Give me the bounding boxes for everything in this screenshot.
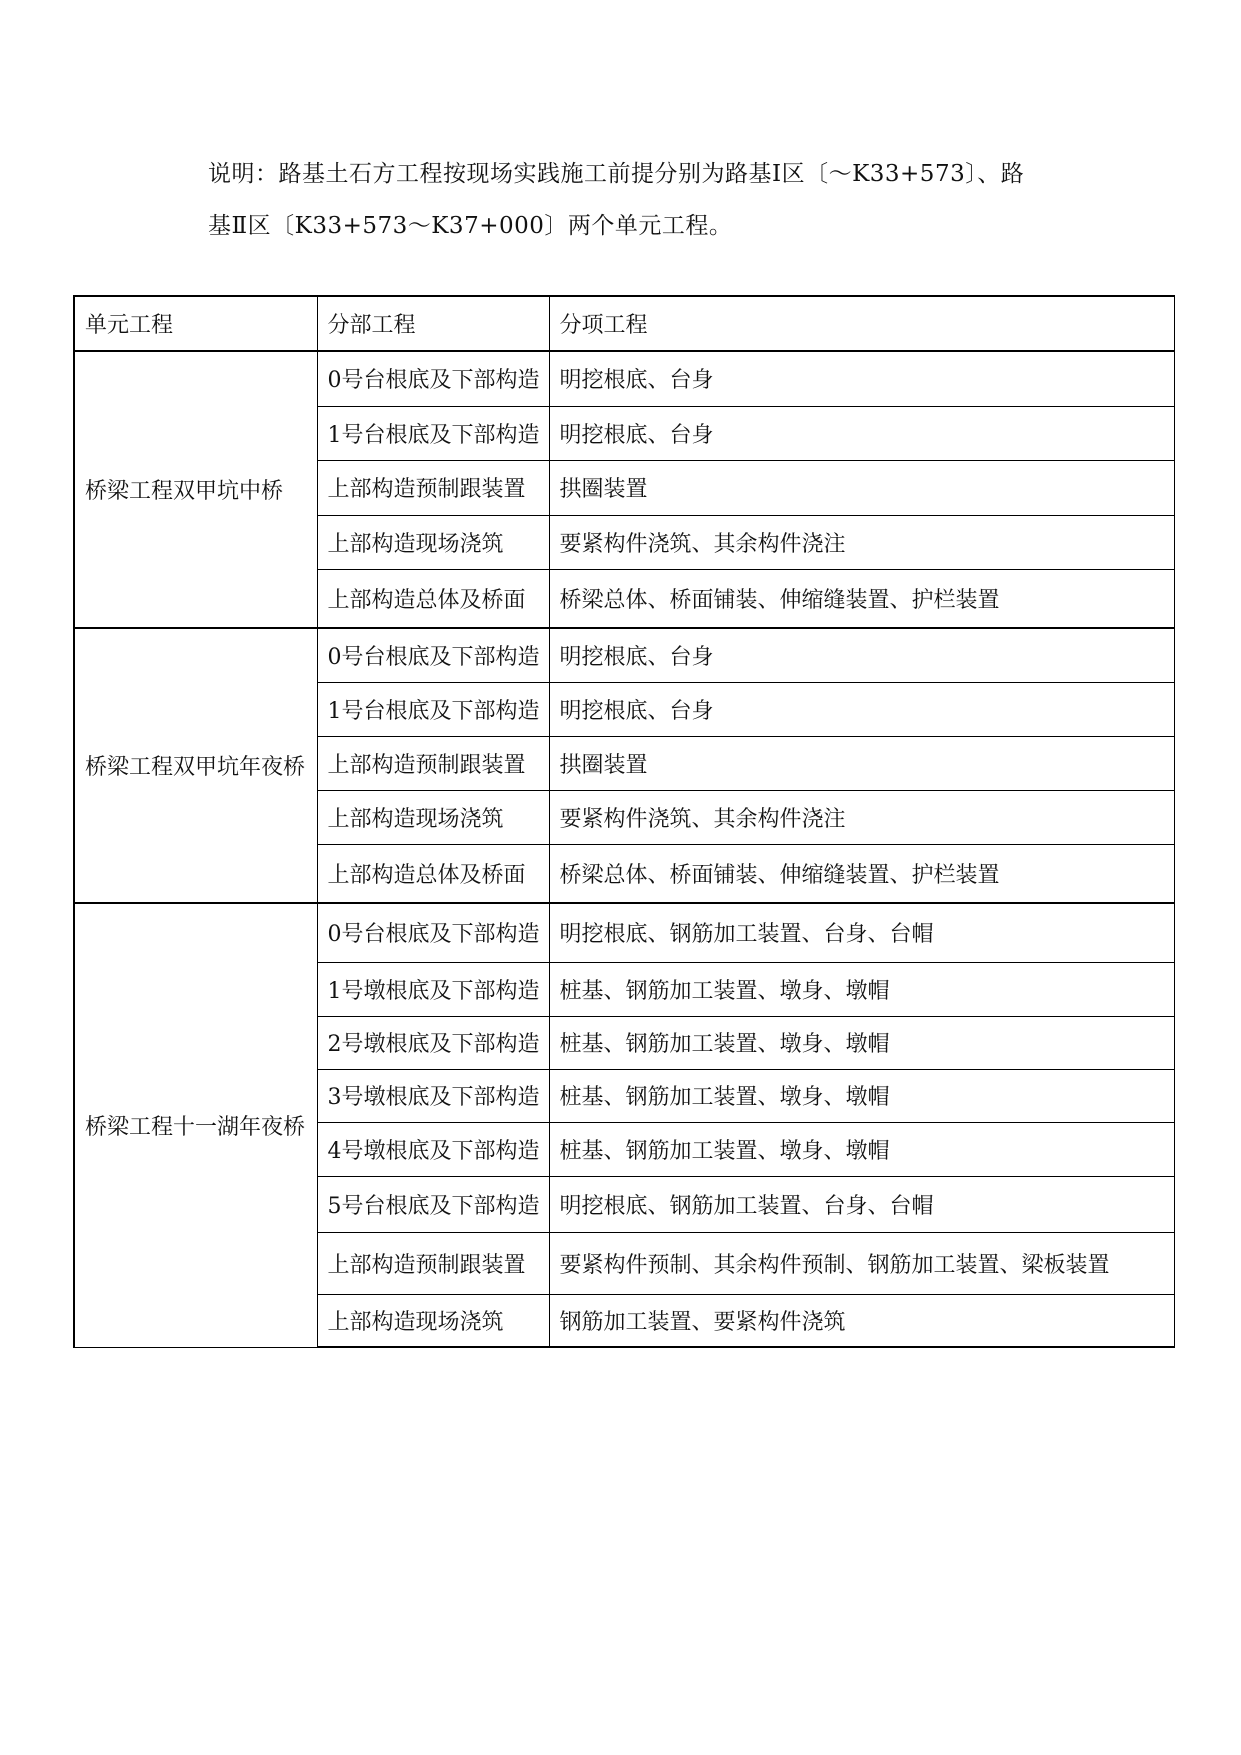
table-row [74, 628, 1174, 682]
note-line-1: 说明：路基土石方工程按现场实践施工前提分别为路基Ⅰ区〔～K33+573〕、路 [208, 161, 1025, 187]
header-unit-project: 单元工程 [74, 296, 317, 351]
item-project-cell: 桥梁总体、桥面铺装、伸缩缝装置、护栏装置 [549, 844, 1174, 903]
item-project-cell: 桩基、钢筋加工装置、墩身、墩帽 [549, 1069, 1174, 1122]
item-project-cell: 明挖根底、钢筋加工装置、台身、台帽 [549, 1176, 1174, 1232]
header-item-project: 分项工程 [549, 296, 1174, 351]
item-project-cell: 要紧构件浇筑、其余构件浇注 [549, 790, 1174, 844]
division-project-cell: 1号台根底及下部构造 [317, 406, 549, 460]
item-project-cell: 要紧构件预制、其余构件预制、钢筋加工装置、梁板装置 [549, 1232, 1174, 1294]
note-line-2: 基Ⅱ区〔K33+573～K37+000〕两个单元工程。 [208, 213, 733, 239]
table-container [73, 295, 1241, 1348]
division-project-cell: 上部构造总体及桥面 [317, 844, 549, 903]
division-project-cell: 上部构造现场浇筑 [317, 515, 549, 569]
division-project-cell: 上部构造预制跟装置 [317, 736, 549, 790]
unit-project-cell: 桥梁工程双甲坑年夜桥 [74, 628, 317, 903]
item-project-cell: 明挖根底、钢筋加工装置、台身、台帽 [549, 903, 1174, 962]
division-project-cell: 上部构造预制跟装置 [317, 460, 549, 515]
division-project-cell: 5号台根底及下部构造 [317, 1176, 549, 1232]
division-project-cell: 上部构造预制跟装置 [317, 1232, 549, 1294]
work-breakdown-table [73, 295, 1175, 1348]
division-project-cell: 1号墩根底及下部构造 [317, 962, 549, 1016]
item-project-cell: 桥梁总体、桥面铺装、伸缩缝装置、护栏装置 [549, 569, 1174, 628]
item-project-cell: 桩基、钢筋加工装置、墩身、墩帽 [549, 1122, 1174, 1176]
item-project-cell: 桩基、钢筋加工装置、墩身、墩帽 [549, 1016, 1174, 1069]
table-header-row [74, 296, 1174, 351]
division-project-cell: 3号墩根底及下部构造 [317, 1069, 549, 1122]
description-note [208, 148, 1025, 252]
item-project-cell: 桩基、钢筋加工装置、墩身、墩帽 [549, 962, 1174, 1016]
unit-project-cell: 桥梁工程十一湖年夜桥 [74, 903, 317, 1347]
item-project-cell: 明挖根底、台身 [549, 351, 1174, 406]
item-project-cell: 要紧构件浇筑、其余构件浇注 [549, 515, 1174, 569]
table-row [74, 351, 1174, 406]
item-project-cell: 明挖根底、台身 [549, 682, 1174, 736]
item-project-cell: 明挖根底、台身 [549, 406, 1174, 460]
division-project-cell: 上部构造现场浇筑 [317, 790, 549, 844]
division-project-cell: 上部构造总体及桥面 [317, 569, 549, 628]
item-project-cell: 拱圈装置 [549, 460, 1174, 515]
unit-project-cell: 桥梁工程双甲坑中桥 [74, 351, 317, 628]
division-project-cell: 0号台根底及下部构造 [317, 903, 549, 962]
item-project-cell: 拱圈装置 [549, 736, 1174, 790]
division-project-cell: 2号墩根底及下部构造 [317, 1016, 549, 1069]
item-project-cell: 钢筋加工装置、要紧构件浇筑 [549, 1294, 1174, 1347]
division-project-cell: 0号台根底及下部构造 [317, 628, 549, 682]
header-division-project: 分部工程 [317, 296, 549, 351]
table-row [74, 903, 1174, 962]
division-project-cell: 0号台根底及下部构造 [317, 351, 549, 406]
item-project-cell: 明挖根底、台身 [549, 628, 1174, 682]
division-project-cell: 上部构造现场浇筑 [317, 1294, 549, 1347]
division-project-cell: 1号台根底及下部构造 [317, 682, 549, 736]
division-project-cell: 4号墩根底及下部构造 [317, 1122, 549, 1176]
